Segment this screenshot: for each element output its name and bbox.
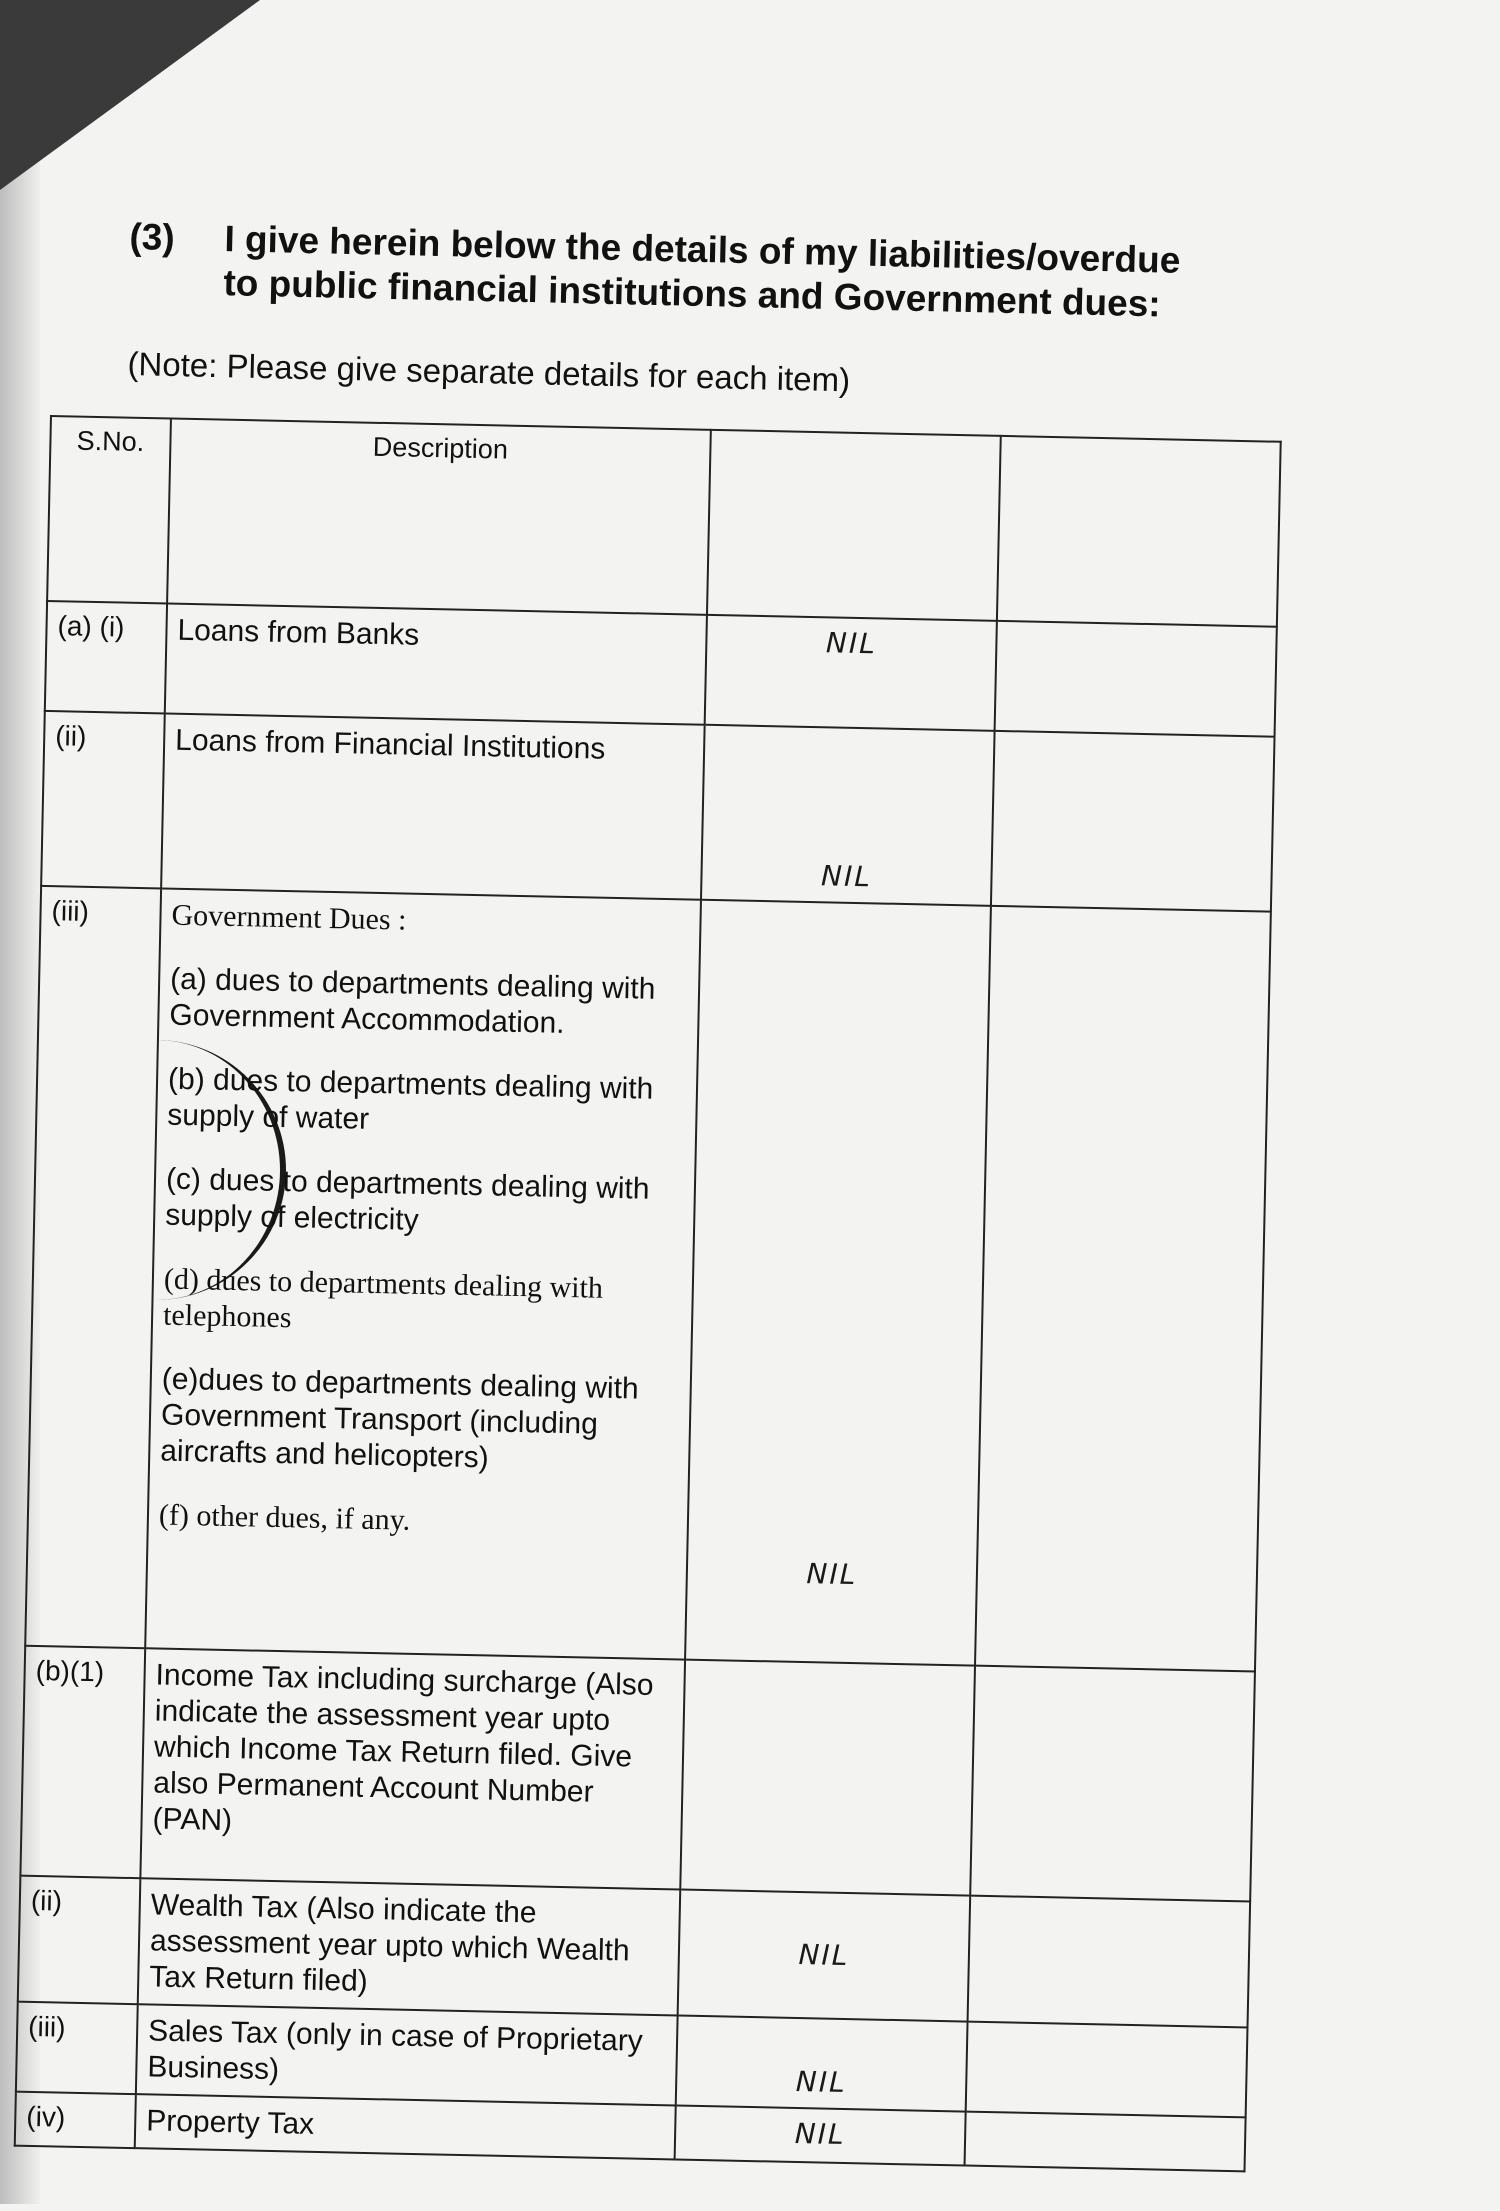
row-description (140, 1648, 685, 1889)
handwritten-nil: NIL (794, 2116, 846, 2152)
row-description-line: Wealth Tax (Also indicate the assessment year upto which Wealth Tax Return filed) (148, 1888, 630, 1998)
row-description (135, 2094, 676, 2159)
row-description-line: (d) dues to departments dealing with telephones (162, 1262, 604, 1335)
row-value (705, 615, 997, 731)
row-description-line: Income Tax including surcharge (Also indicate the assessment year upto which Income Tax Return filed. Give also Permanent Account Number (PAN) (152, 1658, 654, 1838)
row-description (165, 603, 707, 724)
liabilities-table (14, 415, 1282, 2172)
row-description-line: Sales Tax (only in case of Proprietary Business) (147, 2014, 644, 2087)
row-sno: (a) (i) (45, 601, 167, 713)
table-header-row (47, 416, 1281, 627)
row-description (138, 1878, 681, 2015)
folded-corner (0, 0, 260, 190)
heading-line-2: to public financial institutions and Government dues: (223, 262, 1162, 325)
row-description-line: Loans from Financial Institutions (174, 723, 606, 766)
row-value-2 (965, 2112, 1246, 2172)
row-value-2 (991, 731, 1275, 912)
row-description (145, 888, 701, 1659)
row-sno: (iv) (15, 2092, 136, 2149)
handwritten-nil: NIL (795, 2064, 848, 2100)
row-description (136, 2004, 678, 2105)
table-row (41, 711, 1274, 912)
handwritten-nil: NIL (820, 859, 873, 894)
row-value (680, 1660, 975, 1896)
row-value-2 (995, 621, 1277, 737)
row-value (676, 2015, 968, 2111)
header-blank-1 (707, 430, 1001, 621)
row-value (678, 1890, 971, 2022)
row-value (675, 2105, 966, 2165)
note-text: (Note: Please give separate details for each item) (127, 345, 851, 399)
row-value-2 (968, 1896, 1251, 2028)
row-description-line: (b) dues to departments dealing with supply of water (167, 1062, 654, 1136)
row-value-2 (966, 2022, 1248, 2118)
row-value (701, 725, 995, 906)
row-description-line: (c) dues to departments dealing with supply of electricity (164, 1162, 650, 1237)
row-value-2 (975, 906, 1271, 1672)
table-row (20, 1646, 1255, 1902)
handwritten-nil: NIL (825, 626, 878, 661)
row-description (161, 713, 705, 899)
row-description-line: Loans from Banks (177, 613, 420, 652)
handwritten-nil: NIL (798, 1938, 850, 1973)
header-description: Description (167, 419, 711, 615)
section-heading (128, 215, 1310, 330)
row-value-2 (970, 1666, 1255, 1902)
row-value (685, 900, 991, 1666)
row-sno: (ii) (18, 1876, 141, 2004)
handwritten-nil: NIL (806, 1557, 858, 1592)
row-description-line: (e)dues to departments dealing with Government Transport (including aircrafts and helicopters) (159, 1362, 640, 1475)
row-description-line: Government Dues : (171, 898, 407, 937)
row-description-line: Property Tax (145, 2104, 315, 2141)
row-sno: (iii) (16, 2002, 138, 2094)
heading-line-1: I give herein below the details of my liabilities/overdue (224, 218, 1181, 281)
row-sno: (b)(1) (20, 1646, 145, 1878)
section-number: (3) (129, 215, 176, 259)
header-blank-2 (997, 436, 1281, 627)
row-sno: (ii) (41, 711, 165, 888)
table-row (25, 886, 1271, 1672)
header-sno: S.No. (47, 416, 171, 603)
row-sno: (iii) (25, 886, 161, 1648)
liabilities-table-wrapper (13, 415, 1310, 2211)
row-description-line: (f) other dues, if any. (158, 1498, 411, 1537)
row-description-line: (a) dues to departments dealing with Government Accommodation. (169, 962, 656, 1040)
